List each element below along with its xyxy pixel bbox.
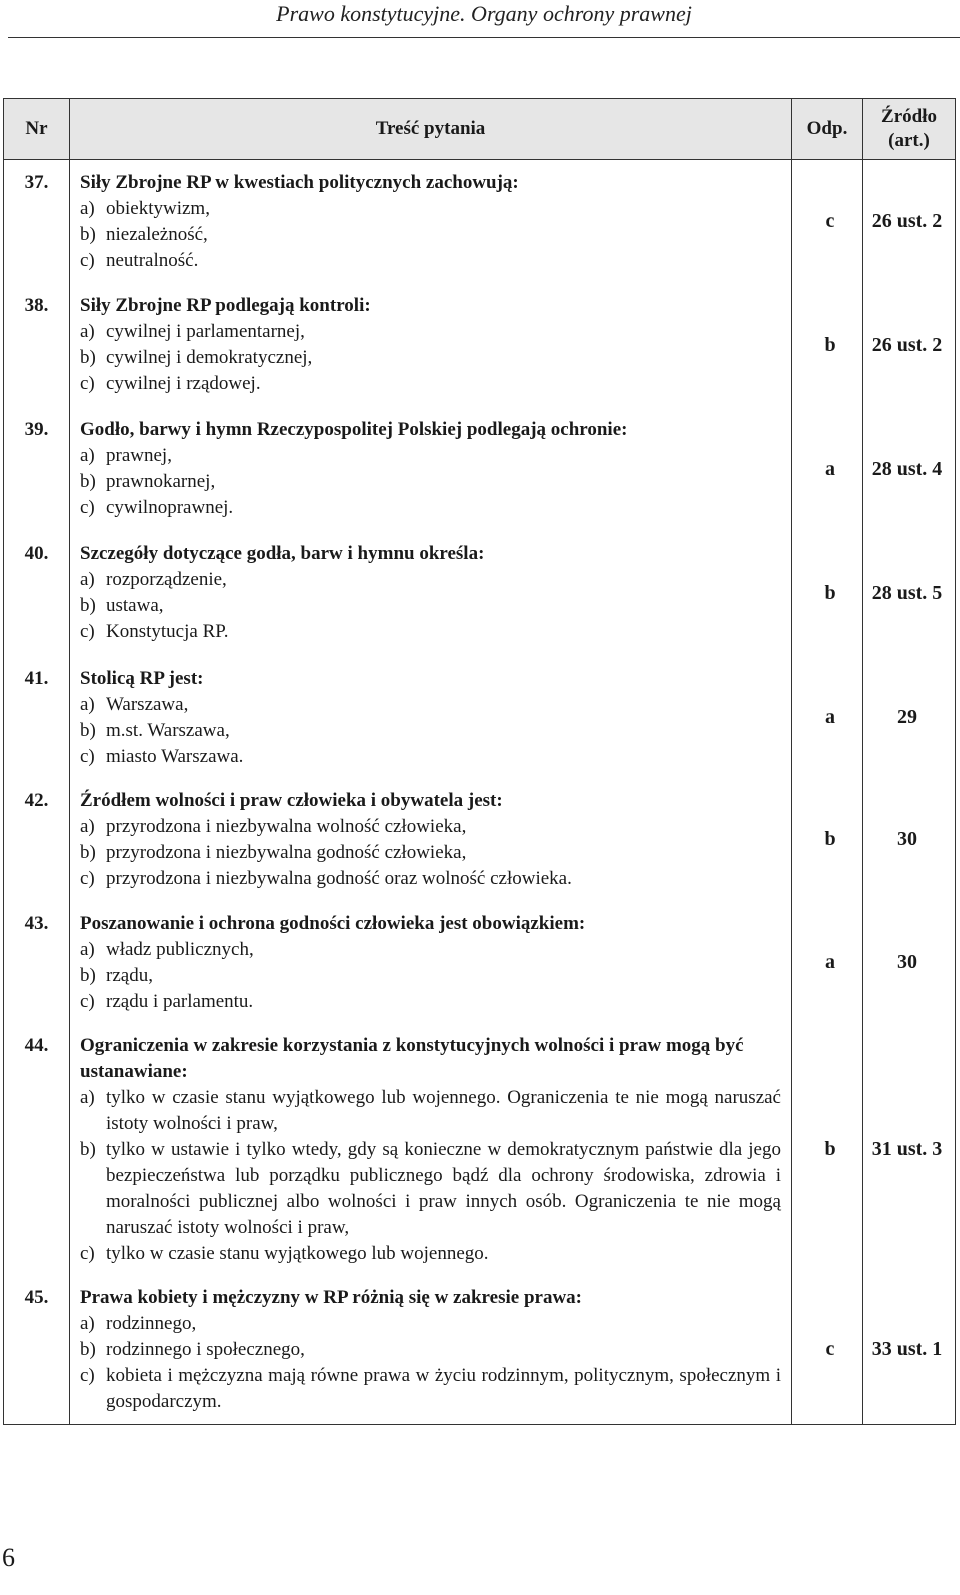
answer-option xyxy=(80,1085,781,1137)
table-row xyxy=(4,1023,956,1275)
option-text: tylko w czasie stanu wyjątkowego lub wojennego. xyxy=(106,1242,489,1264)
answer-option xyxy=(80,593,781,619)
option-letter: b) xyxy=(80,470,96,492)
option-letter: a) xyxy=(80,568,95,590)
option-letter: b) xyxy=(80,1138,96,1160)
page-number: 6 xyxy=(2,1543,15,1572)
option-letter: c) xyxy=(80,496,95,518)
source-article: 29 xyxy=(863,656,956,778)
answer-option xyxy=(80,443,781,469)
option-text: rządu, xyxy=(106,964,153,986)
answer-letter: a xyxy=(792,407,863,531)
option-text: Konstytucja RP. xyxy=(106,620,229,642)
questions-table xyxy=(3,98,956,1425)
answer-option xyxy=(80,371,781,397)
question-cell xyxy=(70,1023,792,1275)
answer-option xyxy=(80,1311,781,1337)
table-row xyxy=(4,778,956,901)
answer-option xyxy=(80,989,781,1015)
option-text: przyrodzona i niezbywalna wolność człowieka, xyxy=(106,815,467,837)
answer-option xyxy=(80,937,781,963)
option-letter: a) xyxy=(80,320,95,342)
option-letter: b) xyxy=(80,841,96,863)
answer-letter: b xyxy=(792,283,863,407)
question-number: 38. xyxy=(4,283,70,407)
header-question: Treść pytania xyxy=(70,99,792,160)
option-text: neutralność. xyxy=(106,250,199,271)
option-text: cywilnej i parlamentarnej, xyxy=(106,320,305,342)
option-letter: b) xyxy=(80,594,96,616)
option-letter: c) xyxy=(80,250,95,271)
option-text: prawnokarnej, xyxy=(106,470,216,492)
source-article: 26 ust. 2 xyxy=(863,283,956,407)
table-row xyxy=(4,160,956,283)
option-letter: c) xyxy=(80,745,95,767)
question-text: Siły Zbrojne RP podlegają kontroli: xyxy=(80,294,371,316)
question-text: Poszanowanie i ochrona godności człowieka jest obowiązkiem: xyxy=(80,912,586,934)
header-rule xyxy=(8,37,960,38)
option-letter: a) xyxy=(80,815,95,837)
option-text: Warszawa, xyxy=(106,693,189,715)
source-article: 31 ust. 3 xyxy=(863,1023,956,1275)
question-text: Źródłem wolności i praw człowieka i obywatela jest: xyxy=(80,789,503,811)
option-text: przyrodzona i niezbywalna godność oraz wolność człowieka. xyxy=(106,867,572,889)
question-cell xyxy=(70,1275,792,1425)
header-source-line-1: Źródło xyxy=(881,106,937,127)
running-head xyxy=(0,0,960,38)
option-letter: b) xyxy=(80,1338,96,1360)
table-row xyxy=(4,901,956,1023)
header-nr: Nr xyxy=(4,99,70,160)
answer-option xyxy=(80,619,781,645)
option-text: władz publicznych, xyxy=(106,938,254,960)
answer-option xyxy=(80,1241,781,1267)
option-letter: b) xyxy=(80,346,96,368)
option-letter: a) xyxy=(80,198,95,219)
answer-letter: b xyxy=(792,778,863,901)
question-number: 37. xyxy=(4,160,70,283)
answer-option xyxy=(80,345,781,371)
answer-option xyxy=(80,840,781,866)
source-article: 26 ust. 2 xyxy=(863,160,956,283)
option-letter: b) xyxy=(80,719,96,741)
source-article: 30 xyxy=(863,901,956,1023)
table-body xyxy=(4,160,956,1425)
option-letter: c) xyxy=(80,372,95,394)
question-text: Stolicą RP jest: xyxy=(80,667,204,689)
table-row xyxy=(4,407,956,531)
option-text: prawnej, xyxy=(106,444,172,466)
option-text: cywilnej i rządowej. xyxy=(106,372,261,394)
answer-letter: a xyxy=(792,901,863,1023)
answer-option xyxy=(80,567,781,593)
question-text: Godło, barwy i hymn Rzeczypospolitej Polskiej podlegają ochronie: xyxy=(80,418,628,440)
question-text: Ograniczenia w zakresie korzystania z konstytucyjnych wolności i praw mogą być ustanawiane: xyxy=(80,1034,744,1082)
question-number: 45. xyxy=(4,1275,70,1425)
option-letter: c) xyxy=(80,867,95,889)
option-letter: a) xyxy=(80,938,95,960)
option-letter: c) xyxy=(80,1364,95,1386)
header-answer: Odp. xyxy=(792,99,863,160)
table-row xyxy=(4,656,956,778)
source-article: 30 xyxy=(863,778,956,901)
option-letter: b) xyxy=(80,224,96,245)
answer-letter: c xyxy=(792,160,863,283)
question-number: 40. xyxy=(4,531,70,656)
option-letter: c) xyxy=(80,990,95,1012)
option-text: przyrodzona i niezbywalna godność człowieka, xyxy=(106,841,467,863)
table-header xyxy=(4,99,956,160)
answer-option xyxy=(80,469,781,495)
option-letter: a) xyxy=(80,1086,95,1108)
option-text: rodzinnego i społecznego, xyxy=(106,1338,305,1360)
question-number: 41. xyxy=(4,656,70,778)
question-number: 39. xyxy=(4,407,70,531)
answer-option xyxy=(80,866,781,892)
option-letter: a) xyxy=(80,444,95,466)
option-text: cywilnoprawnej. xyxy=(106,496,234,518)
option-text: obiektywizm, xyxy=(106,198,210,219)
option-text: cywilnej i demokratycznej, xyxy=(106,346,313,368)
answer-option xyxy=(80,718,781,744)
option-text: kobieta i mężczyzna mają równe prawa w życiu rodzinnym, politycznym, społecznym i gospodarczym. xyxy=(106,1364,781,1412)
answer-option xyxy=(80,963,781,989)
option-text: rozporządzenie, xyxy=(106,568,227,590)
option-text: tylko w ustawie i tylko wtedy, gdy są konieczne w demokratycznym państwie dla jego bezpieczeństwa lub porządku publicznego bądź dla ochrony środowiska, zdrowia i moralności publicznej albo wolności i praw innych osób. Ograniczenia te nie mogą naruszać istoty wolności i praw, xyxy=(106,1138,781,1238)
option-text: m.st. Warszawa, xyxy=(106,719,230,741)
question-text: Szczegóły dotyczące godła, barw i hymnu określa: xyxy=(80,542,485,564)
answer-letter: a xyxy=(792,656,863,778)
answer-option xyxy=(80,1337,781,1363)
answer-option xyxy=(80,495,781,521)
question-text: Siły Zbrojne RP w kwestiach politycznych zachowują: xyxy=(80,172,519,193)
answer-option xyxy=(80,222,781,248)
question-cell xyxy=(70,531,792,656)
question-cell xyxy=(70,656,792,778)
header-source-line-2: (art.) xyxy=(888,130,930,151)
answer-option xyxy=(80,814,781,840)
option-text: rodzinnego, xyxy=(106,1312,197,1334)
question-cell xyxy=(70,778,792,901)
question-cell xyxy=(70,283,792,407)
source-article: 33 ust. 1 xyxy=(863,1275,956,1425)
option-letter: c) xyxy=(80,1242,95,1264)
table-row xyxy=(4,531,956,656)
table-row xyxy=(4,283,956,407)
question-cell xyxy=(70,407,792,531)
option-text: rządu i parlamentu. xyxy=(106,990,254,1012)
option-letter: a) xyxy=(80,1312,95,1334)
answer-letter: b xyxy=(792,531,863,656)
option-text: tylko w czasie stanu wyjątkowego lub wojennego. Ograniczenia te nie mogą naruszać istoty wolności i praw, xyxy=(106,1086,781,1134)
question-text: Prawa kobiety i mężczyzny w RP różnią się w zakresie prawa: xyxy=(80,1286,582,1308)
question-number: 44. xyxy=(4,1023,70,1275)
answer-option xyxy=(80,692,781,718)
header-row xyxy=(4,99,956,160)
table-row xyxy=(4,1275,956,1425)
option-text: niezależność, xyxy=(106,224,208,245)
option-letter: b) xyxy=(80,964,96,986)
option-text: ustawa, xyxy=(106,594,164,616)
question-cell xyxy=(70,160,792,283)
source-article: 28 ust. 5 xyxy=(863,531,956,656)
running-head-text: Prawo konstytucyjne. Organy ochrony prawnej xyxy=(276,1,692,26)
header-source xyxy=(863,99,956,160)
answer-option xyxy=(80,319,781,345)
answer-option xyxy=(80,744,781,770)
question-number: 43. xyxy=(4,901,70,1023)
answer-letter: b xyxy=(792,1023,863,1275)
answer-option xyxy=(80,248,781,274)
answer-letter: c xyxy=(792,1275,863,1425)
option-letter: a) xyxy=(80,693,95,715)
answer-option xyxy=(80,196,781,222)
question-number: 42. xyxy=(4,778,70,901)
answer-option xyxy=(80,1137,781,1241)
source-article: 28 ust. 4 xyxy=(863,407,956,531)
option-letter: c) xyxy=(80,620,95,642)
answer-option xyxy=(80,1363,781,1415)
question-cell xyxy=(70,901,792,1023)
option-text: miasto Warszawa. xyxy=(106,745,244,767)
